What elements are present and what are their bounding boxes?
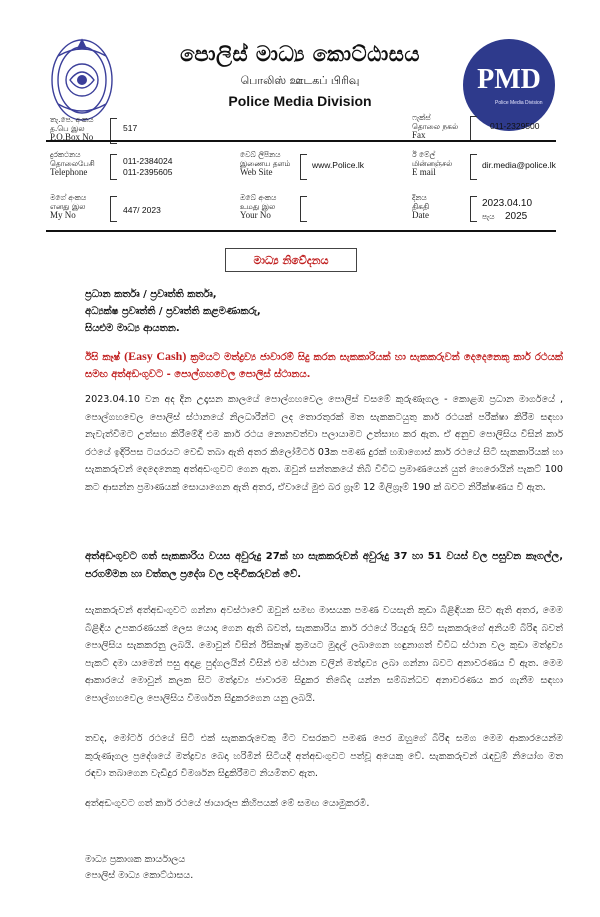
signature-line: පොලිස් මාධ්‍ය කොට්ඨාසය. <box>85 870 194 881</box>
your-no-bracket <box>300 196 307 222</box>
org-name-sinhala: පොලිස් මාධ්‍ය කොට්ඨාසය <box>180 42 420 66</box>
header-rule-bottom <box>46 230 556 232</box>
headline-english: (Easy Cash) <box>124 349 187 363</box>
addressee-line: ප්‍රධාන කර්තෘ / ප්‍රවෘත්ති කර්තෘ, <box>85 289 217 300</box>
media-release-title-box <box>225 248 357 272</box>
date-bracket <box>470 196 477 222</box>
website-bracket <box>300 154 307 180</box>
body-paragraph-5: අත්අඩංගුවට ගත් කාර් රථයේ ඡායාරූප කිහිපයක් මේ සමඟ යොමුකරමි. <box>85 798 370 809</box>
po-box-value: 517 <box>123 123 138 133</box>
pmd-logo-subtext: Police Media Division <box>495 100 543 106</box>
header-rule-top <box>46 140 556 142</box>
time-value: 2025 <box>505 211 528 222</box>
date-label: දිනය திகதி Date <box>412 193 430 220</box>
your-no-label: ඔබේ අංකය உமது இல Your No <box>240 193 277 220</box>
org-name-english: Police Media Division <box>228 93 372 109</box>
signature-block <box>85 852 193 884</box>
telephone-value-1: 011-2384024 <box>123 156 173 166</box>
my-no-value: 447/ 2023 <box>123 205 161 215</box>
pmd-logo-text: PMD <box>477 64 541 95</box>
body-paragraph-2: අත්අඩංගුවට ගත් සැකකාරිය වයස අවුරුදු 27ක් හා සැකකරුවන් අවුරුදු 37 හා 51 වයස් වල පසුවන කෑගල්ල, පරගම්මන හා වත්තල ප්‍රදේශ වල පදිංචිකරුවන් වේ. <box>85 551 563 580</box>
media-release-title: මාධ්‍ය නිවේදනය <box>253 254 329 267</box>
fax-value: 011-2329500 <box>490 121 540 131</box>
fax-label: ෆැක්ස් தொலை நகல் Fax <box>412 113 459 140</box>
headline-part-2: ක්‍රමයට මත්ද්‍රව්‍ය ජාවාරම් සිදු කරන සැකකාරියක් හා සැකකරුවන් දෙදෙනෙකු කාර් රථයක් සමඟ අත්අඩංගුවට - පොල්ගහවෙල පොලිස් ස්ථානය. <box>85 352 563 380</box>
telephone-value-2: 011-2395605 <box>123 167 173 177</box>
body-paragraph-3: සැකකරුවන් අත්අඩංගුවට ගන්නා අවස්ථාවේ ඔවුන් සමඟ මාසයක පමණ වයසැති කුඩා බිළිඳියක සිට ඇති අතර, මෙම බිළිඳිය උපකරණයක් ලෙස යොදා ගෙන ඇති බවත්, සැකකාරිය කාර් රථයේ රියදුරු සිටි සැකකරුගේ අනියම් බිරිඳ බවත් පොලිසිය සැකකරනු ලබයි. මොවුන් විසින් ඊසිකෑෂ් ක්‍රමයට මුදල් ලබාගෙන හඳුනාගත් විවිධ ස්ථාන වල කුඩා මත්ද්‍රව්‍ය පැකට් දමා යාමෙන් පසු අදාළ පුද්ගලයින් විසින් එම ස්ථාන වලින් මත්ද්‍රව්‍ය ලබා ගන්නා බවට අනාවරණය වී ඇත. මෙම ආකාරයේ මොවුන් කලක සිට මත්ද්‍රව්‍ය ජාවාරම සිදුකර තිබේද යන්න සම්බන්ධව අනාවරණය කර ගැනීම සඳහා පොල්ගහවෙල පොලිසිය විමර්ශන සිදුකරගෙන යනු ලබයි. <box>85 605 563 704</box>
addressee-line: සියළුම මාධ්‍ය ආයතන. <box>85 323 180 334</box>
email-value: dir.media@police.lk <box>482 160 556 170</box>
website-value: www.Police.lk <box>312 160 364 170</box>
addressee-line: අධ්‍යක්ෂ ප්‍රවෘත්ති / ප්‍රවෘත්ති කළමණාකරු, <box>85 306 261 317</box>
addressees <box>85 286 261 337</box>
headline <box>85 348 563 383</box>
body-paragraph-1: 2023.04.10 වන අද දින උදෑසන කාලයේ පොල්ගහවෙල පොලිස් වසමේ කුරුණෑගල - කොළඹ ප්‍රධාන මාර්ගයේ , පොල්ගහවෙල පොලිස් ස්ථානයේ නිලධාරීන්ට ලද තොරතුරක් මත සැකකටයුතු කාර් රථයක් පරීක්ෂා කිරීම සඳහා නැවැත්වීමට උත්සහ කිරීමේදී එම කාර් රථය නොනවත්වා පලායාමට උත්සාහ කර ඇත. ඒ අනුව පොලිසිය විසින් කාර් රථයේ ඉදිරිපස ටයරයට වෙඩි තබා ඇති අතර කිලෝමීටර් 03ක පමණ දුරක් හඹාගොස් කාර් රථයේ සිටි සැකකාරියක් හා සැකකරුවන් දෙදෙනෙකු අත්අඩංගුවට ගෙන ඇත. ඔවුන් සන්තකයේ තිබී විවිධ ප්‍රමාණයෙන් යුත් හෙරොයින් පැකට් 100 කට ආසන්න ප්‍රමාණයක් සොයාගෙන ඇති අතර, ඒවායේ මුළු බර ග්‍රෑම් 12 මිලිග්‍රෑම් 190 ක් බවට නිරීක්ෂණය වී ඇත. <box>85 394 563 493</box>
body-paragraph-4: තවද, මෝටර් රථයේ සිටි එක් සැකකරුවෙකු මීට වසරකට පමණ පෙර ඔහුගේ බිරිඳ සමග මෙම ආකාරයෙන්ම කුරුණෑගල ප්‍රදේශයේ මත්ද්‍රව්‍ය බෙදා හරිමින් සිටියදී අත්අඩංගුවට පත්වූ අයෙකු වේ. සැකකරුවන් රැඳවුම් නියෝග මත රඳවා තබාගෙන වැඩිදුර විමර්ශන සිදුකිරීමට නියමිතව ඇත. <box>85 733 563 779</box>
time-label: පැය <box>482 212 495 221</box>
org-name-tamil: பொலிஸ் ஊடகப் பிரிவு <box>240 74 360 87</box>
my-no-bracket <box>110 196 117 222</box>
fax-bracket <box>470 116 477 142</box>
signature-line: මාධ්‍ය ප්‍රකාශක කාර්යාලය <box>85 854 186 865</box>
website-label: වෙබ් ලිපිනය இணைய தளம் Web Site <box>240 150 291 177</box>
headline-part-1: ඊසි කෑෂ් <box>85 352 125 363</box>
po-box-label: තැ.පෙ. අංකය த.பெ இல P.O.Box No <box>50 115 94 142</box>
telephone-label: දුරකථනය தொலைபேசி Telephone <box>50 150 95 177</box>
telephone-bracket <box>110 154 117 180</box>
my-no-label: මගේ අංකය எனது இல My No <box>50 193 87 220</box>
email-bracket <box>470 154 477 180</box>
date-value: 2023.04.10 <box>482 198 533 209</box>
email-label: ඊ මේල් மின்னஞ்சல் E mail <box>412 150 453 177</box>
